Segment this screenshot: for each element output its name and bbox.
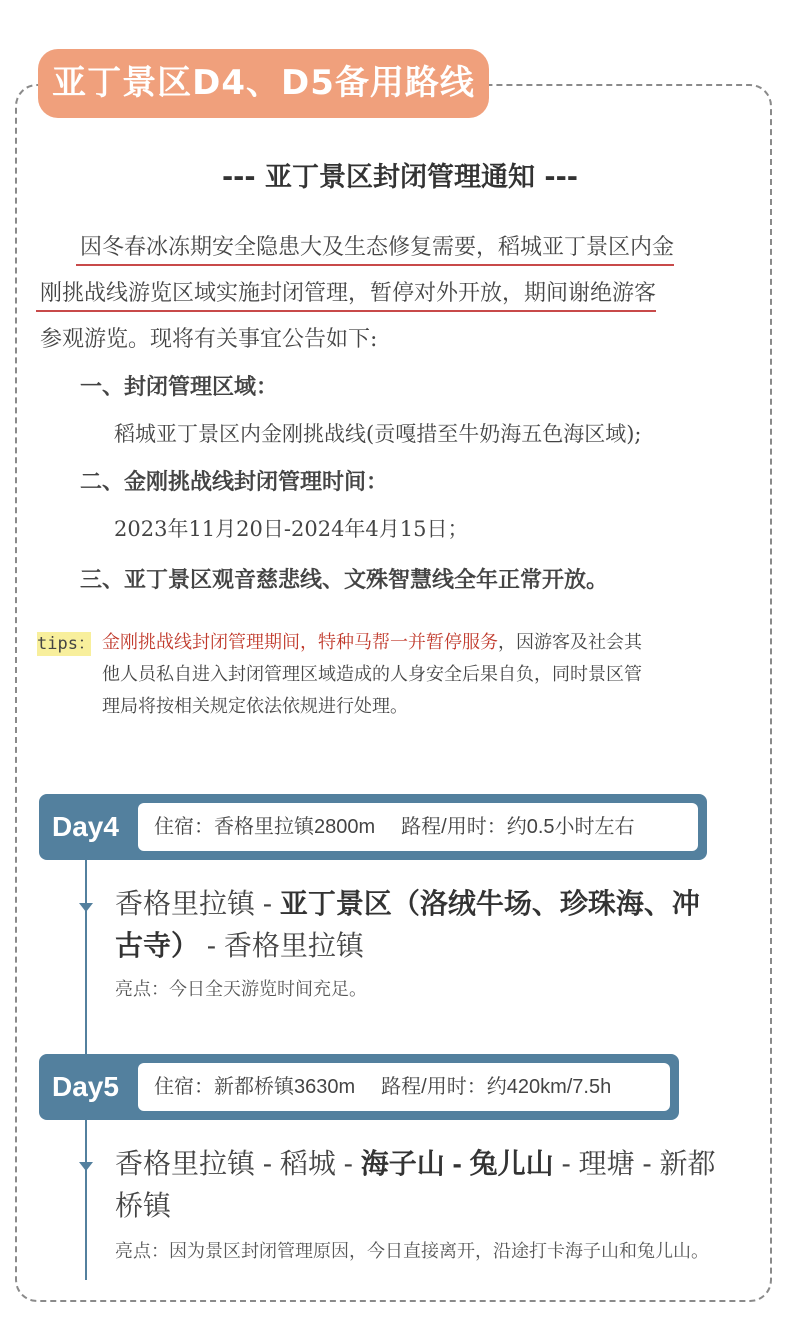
day4-route-bold2: 古寺）	[115, 930, 200, 961]
day4-arrow-icon	[79, 903, 93, 912]
day5-route	[115, 1143, 765, 1227]
day5-route-time: 路程/用时：约420km/7.5h	[381, 1076, 612, 1098]
day5-route-bold1: 海子山 - 兔儿山	[360, 1148, 554, 1179]
notice-title-text: --- 亚丁景区封闭管理通知 ---	[221, 162, 579, 193]
tips-text-2: 他人员私自进入封闭管理区域造成的人身安全后果自负，同时景区管	[102, 664, 642, 685]
day5-info	[138, 1063, 670, 1111]
day4-route-part2: - 香格里拉镇	[199, 930, 364, 961]
day5-route-part1: 香格里拉镇 - 稻城 -	[115, 1148, 361, 1179]
day5-route-part3: 桥镇	[115, 1190, 172, 1221]
day5-bar	[39, 1054, 679, 1120]
day4-route-time: 路程/用时：约0.5小时左右	[401, 816, 635, 838]
notice-line-2: 刚挑战线游览区域实施封闭管理，暂停对外开放，期间谢绝游客	[40, 281, 657, 306]
notice-line-3: 参观游览。现将有关事宜公告如下:	[40, 327, 378, 352]
section-1-detail: 稻城亚丁景区内金刚挑战线(贡嘎措至牛奶海五色海区域);	[114, 422, 642, 446]
day5-lodging: 住宿：新都桥镇3630m	[154, 1076, 356, 1098]
day4-lodging: 住宿：香格里拉镇2800m	[154, 816, 376, 838]
section-3-heading: 三、亚丁景区观音慈悲线、文殊智慧线全年正常开放。	[80, 567, 609, 593]
tips-text-1: ，因游客及社会其	[498, 632, 642, 653]
day4-timeline	[85, 860, 87, 1055]
day4-info	[138, 803, 698, 851]
day5-arrow-icon	[79, 1162, 93, 1171]
day5-timeline	[85, 1120, 87, 1280]
section-1-heading: 一、封闭管理区域：	[80, 374, 279, 400]
notice-title	[190, 157, 610, 199]
day4-route-part1: 香格里拉镇 -	[115, 888, 280, 919]
day4-bar	[39, 794, 707, 860]
day4-highlight: 亮点：今日全天游览时间充足。	[115, 979, 367, 999]
tips-text-3: 理局将按相关规定依法依规进行处理。	[102, 696, 408, 717]
section-2-detail: 2023年11月20日-2024年4月15日；	[114, 517, 469, 541]
day5-highlight: 亮点：因为景区封闭管理原因，今日直接离开，沿途打卡海子山和兔儿山。	[115, 1241, 709, 1261]
tips-text	[102, 627, 762, 723]
notice-paragraph	[40, 225, 760, 363]
section-2-heading: 二、金刚挑战线封闭管理时间：	[80, 469, 389, 495]
day4-label: Day4	[52, 811, 119, 842]
tips-badge: tips：	[37, 634, 95, 654]
day4-route-bold1: 亚丁景区（洛绒牛场、珍珠海、冲	[279, 888, 700, 919]
day5-label: Day5	[52, 1071, 119, 1102]
day4-route	[115, 883, 765, 967]
day5-route-part2: - 理塘 - 新都	[553, 1148, 716, 1179]
page-title: 亚丁景区D4、D5备用路线	[38, 49, 489, 118]
notice-line-1: 因冬春冰冻期安全隐患大及生态修复需要，稻城亚丁景区内金	[80, 235, 675, 260]
tips-red-text: 金刚挑战线封闭管理期间，特种马帮一并暂停服务	[102, 632, 498, 653]
